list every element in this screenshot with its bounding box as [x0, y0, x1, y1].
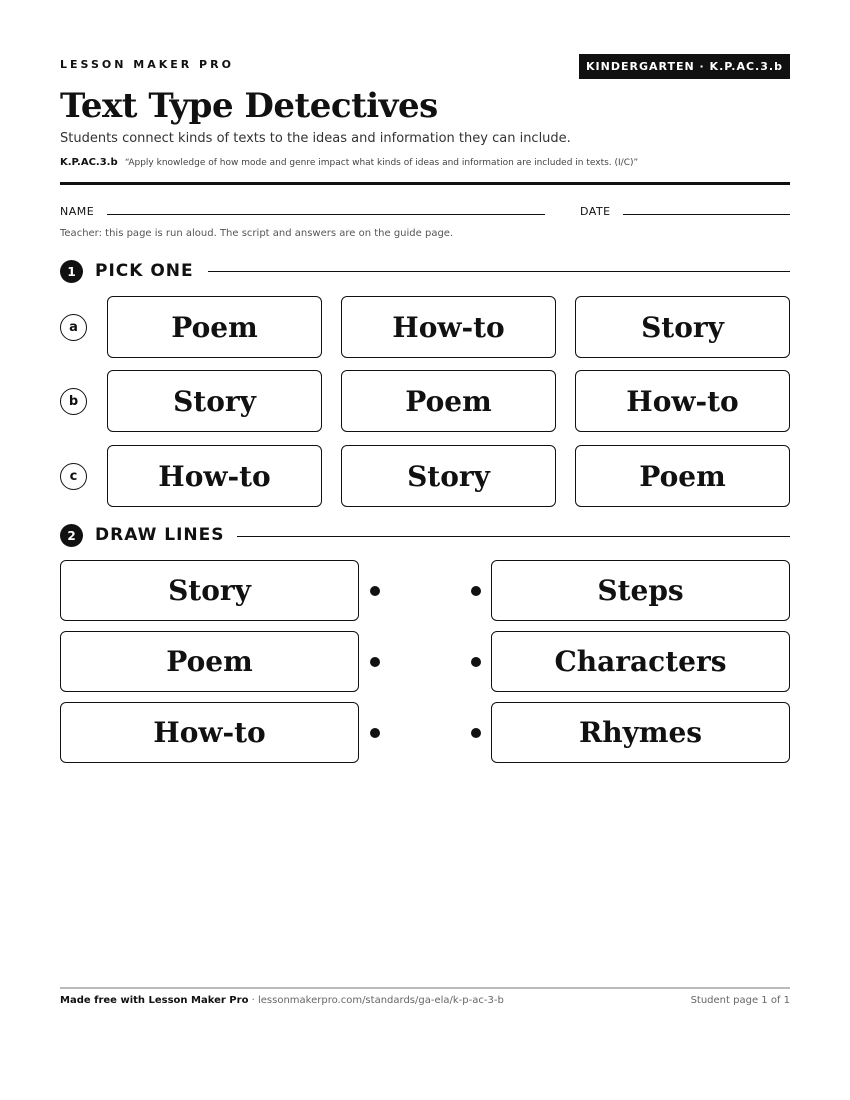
match-left-2[interactable]: Poem — [60, 631, 359, 692]
brand-name: LESSON MAKER PRO — [60, 58, 234, 71]
date-field[interactable] — [623, 214, 790, 215]
footer-credit — [60, 995, 504, 1006]
date-label: DATE — [580, 205, 611, 218]
section-1-number: 1 — [60, 260, 83, 283]
footer-page-number: Student page 1 of 1 — [690, 995, 790, 1006]
section-2-divider — [237, 536, 790, 537]
header-divider — [60, 182, 790, 185]
match-left-3[interactable]: How-to — [60, 702, 359, 763]
section-1-title: PICK ONE — [95, 261, 194, 281]
footer-divider — [60, 987, 790, 989]
standard-code: K.P.AC.3.b — [60, 157, 118, 168]
choice-a-2[interactable]: How-to — [341, 296, 556, 358]
standard-line — [60, 157, 638, 168]
worksheet-page — [60, 0, 790, 1100]
footer-url: · lessonmakerpro.com/standards/ga-ela/k-p-ac-3-b — [248, 995, 504, 1006]
section-1-divider — [208, 271, 790, 272]
match-left-1-dot[interactable] — [370, 586, 380, 596]
choice-c-3[interactable]: Poem — [575, 445, 790, 507]
page-subtitle: Students connect kinds of texts to the ideas and information they can include. — [60, 131, 571, 146]
footer-made-with: Made free with Lesson Maker Pro — [60, 995, 249, 1006]
choice-a-1[interactable]: Poem — [107, 296, 322, 358]
match-right-3[interactable]: Rhymes — [491, 702, 790, 763]
choice-b-2[interactable]: Poem — [341, 370, 556, 432]
match-left-1[interactable]: Story — [60, 560, 359, 621]
match-right-2-dot[interactable] — [471, 657, 481, 667]
match-left-3-dot[interactable] — [370, 728, 380, 738]
row-a-label: a — [60, 314, 87, 341]
choice-b-3[interactable]: How-to — [575, 370, 790, 432]
page-title: Text Type Detectives — [60, 86, 438, 126]
match-left-2-dot[interactable] — [370, 657, 380, 667]
standard-text: “Apply knowledge of how mode and genre impact what kinds of ideas and information are included in texts. (I/C)” — [124, 158, 639, 168]
choice-a-3[interactable]: Story — [575, 296, 790, 358]
choice-c-2[interactable]: Story — [341, 445, 556, 507]
choice-c-1[interactable]: How-to — [107, 445, 322, 507]
match-right-1[interactable]: Steps — [491, 560, 790, 621]
grade-badge: KINDERGARTEN · K.P.AC.3.b — [579, 54, 790, 79]
name-field[interactable] — [107, 214, 545, 215]
name-label: NAME — [60, 205, 95, 218]
match-right-1-dot[interactable] — [471, 586, 481, 596]
row-c-label: c — [60, 463, 87, 490]
choice-b-1[interactable]: Story — [107, 370, 322, 432]
teacher-note: Teacher: this page is run aloud. The script and answers are on the guide page. — [60, 228, 454, 239]
row-b-label: b — [60, 388, 87, 415]
section-2-title: DRAW LINES — [95, 525, 225, 545]
section-2-number: 2 — [60, 524, 83, 547]
match-right-2[interactable]: Characters — [491, 631, 790, 692]
match-right-3-dot[interactable] — [471, 728, 481, 738]
